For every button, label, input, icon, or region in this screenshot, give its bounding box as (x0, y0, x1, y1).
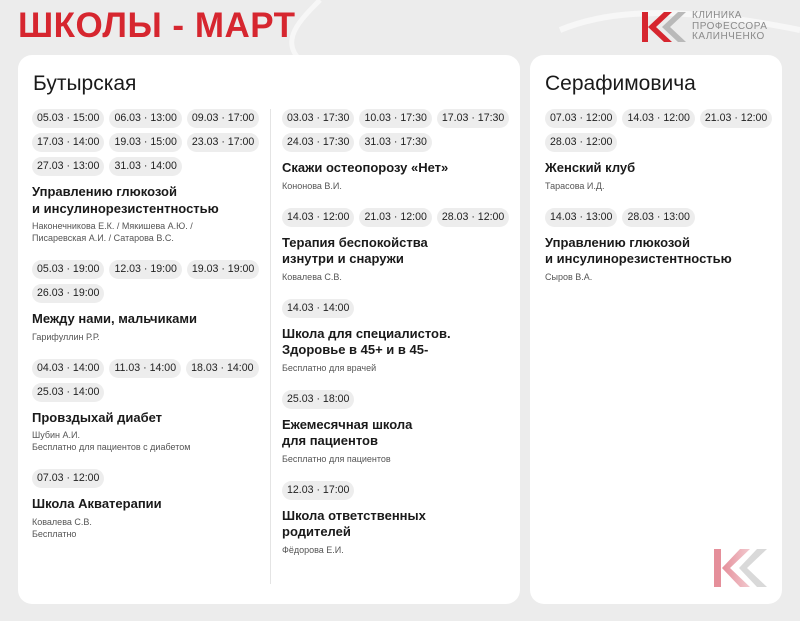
school-detail-line: Бесплатно (32, 528, 77, 539)
location-card-serafimovicha (530, 55, 782, 604)
date-chip: 05.03 · 15:00 (32, 109, 104, 128)
school-session (282, 208, 512, 283)
school-name (32, 410, 264, 427)
date-chip: 24.03 · 17:30 (282, 133, 354, 152)
date-chip: 14.03 · 14:00 (282, 299, 354, 318)
school-detail-line: Наконечникова Е.К. / Мякишева А.Ю. / (32, 221, 193, 231)
school-name (545, 235, 775, 268)
school-detail-line: Шубин А.И. (32, 430, 80, 440)
school-name-line: родителей (282, 524, 351, 539)
school-detail-line: Сыров В.А. (545, 271, 593, 282)
date-chip: 14.03 · 12:00 (282, 208, 354, 227)
school-session (545, 109, 775, 192)
school-detail-line: Гарифуллин Р.Р. (32, 331, 100, 342)
school-detail-line: Бесплатно для пациентов (282, 453, 391, 464)
school-name-line: Школа Акватерапии (32, 496, 162, 511)
clinic-logo (640, 10, 767, 44)
date-chip-list (545, 109, 775, 152)
school-session (282, 299, 512, 374)
date-chip: 25.03 · 18:00 (282, 390, 354, 409)
date-chip: 19.03 · 15:00 (109, 133, 181, 152)
school-name-line: Управлению глюкозой (32, 184, 177, 199)
school-name-line: Школа для специалистов. (282, 325, 451, 341)
date-chip: 10.03 · 17:30 (359, 109, 431, 128)
date-chip-list (32, 260, 264, 303)
school-name-line: Женский клуб (545, 160, 636, 175)
school-detail-line: Бесплатно для врачей (282, 362, 377, 373)
school-name (282, 508, 512, 541)
school-detail-line: Фёдорова Е.И. (282, 544, 344, 555)
date-chip-list (282, 208, 512, 227)
schedule-column (282, 109, 512, 572)
school-name (32, 311, 264, 328)
school-details (32, 429, 264, 453)
school-details (282, 544, 512, 556)
school-detail-line: Ковалева С.В. (32, 516, 92, 527)
logo-line: КАЛИНЧЕНКО (692, 31, 765, 43)
school-session (32, 469, 264, 540)
date-chip: 05.03 · 19:00 (32, 260, 104, 279)
date-chip: 25.03 · 14:00 (32, 383, 104, 402)
date-chip-list (282, 390, 512, 409)
school-details (32, 331, 264, 343)
school-details (282, 453, 512, 465)
school-name-line: Провздыхай диабет (32, 409, 163, 425)
school-name (282, 235, 512, 268)
date-chip-list (32, 469, 264, 488)
date-chip: 26.03 · 19:00 (32, 284, 104, 303)
date-chip: 23.03 · 17:00 (187, 133, 259, 152)
school-name-line: Управлению глюкозой (545, 234, 690, 250)
date-chip-list (32, 109, 264, 176)
date-chip: 09.03 · 17:00 (187, 109, 259, 128)
date-chip-list (282, 299, 512, 318)
school-name (282, 417, 512, 450)
school-detail-line: Кононова В.И. (282, 180, 342, 191)
date-chip: 12.03 · 19:00 (109, 260, 181, 279)
school-details (545, 271, 775, 283)
logo-line: КЛИНИКА (692, 10, 742, 22)
schedule-column (32, 109, 264, 556)
school-name-line: Терапия беспокойства (282, 234, 428, 250)
school-session (282, 481, 512, 556)
school-detail-line: Бесплатно для пациентов с диабетом (32, 442, 191, 452)
school-name-line: Между нами, мальчиками (32, 311, 197, 326)
date-chip: 12.03 · 17:00 (282, 481, 354, 500)
school-session (32, 260, 264, 343)
date-chip: 28.03 · 12:00 (437, 208, 509, 227)
date-chip: 18.03 · 14:00 (186, 359, 258, 378)
school-detail-line: Ковалева С.В. (282, 271, 342, 282)
school-details (32, 220, 264, 244)
school-name-line: и инсулинорезистентностью (545, 251, 732, 266)
date-chip: 21.03 · 12:00 (359, 208, 431, 227)
date-chip: 28.03 · 13:00 (622, 208, 694, 227)
school-details (282, 362, 512, 374)
date-chip: 06.03 · 13:00 (109, 109, 181, 128)
school-name (32, 496, 264, 513)
logo-line: ПРОФЕССОРА (692, 20, 768, 32)
date-chip-list (282, 109, 512, 152)
date-chip: 31.03 · 17:30 (359, 133, 431, 152)
date-chip-list (545, 208, 775, 227)
school-name (282, 326, 512, 359)
date-chip: 14.03 · 13:00 (545, 208, 617, 227)
school-details (32, 516, 264, 540)
page-title: ШКОЛЫ - МАРТ (18, 6, 296, 45)
date-chip: 14.03 · 12:00 (622, 109, 694, 128)
date-chip: 17.03 · 17:30 (437, 109, 509, 128)
date-chip: 28.03 · 12:00 (545, 133, 617, 152)
school-session (32, 109, 264, 244)
location-card-butyrskaya (18, 55, 520, 604)
location-title: Бутырская (33, 72, 137, 95)
school-name-line: изнутри и снаружи (282, 251, 404, 266)
date-chip: 21.03 · 12:00 (700, 109, 772, 128)
school-details (282, 180, 512, 192)
date-chip-list (282, 481, 512, 500)
school-name-line: Здоровье в 45+ и в 45- (282, 342, 429, 357)
school-name-line: для пациентов (282, 433, 378, 448)
school-session (282, 109, 512, 192)
school-name-line: и инсулинорезистентностью (32, 200, 219, 216)
date-chip-list (32, 359, 264, 402)
school-detail-line: Писаревская А.И. / Сатарова В.С. (32, 233, 174, 243)
school-name-line: Ежемесячная школа (282, 416, 413, 432)
date-chip: 31.03 · 14:00 (109, 157, 181, 176)
date-chip: 03.03 · 17:30 (282, 109, 354, 128)
school-name (282, 160, 512, 177)
clinic-logo-icon (640, 10, 686, 44)
school-name-line: Скажи остеопорозу «Нет» (282, 160, 449, 175)
school-name-line: Школа ответственных (282, 507, 426, 523)
school-session (32, 359, 264, 454)
date-chip: 04.03 · 14:00 (32, 359, 104, 378)
date-chip: 19.03 · 19:00 (187, 260, 259, 279)
school-session (545, 208, 775, 283)
clinic-logo-mark-icon (712, 547, 768, 589)
school-session (282, 390, 512, 465)
location-title: Серафимовича (545, 72, 696, 95)
clinic-logo-text (692, 11, 767, 43)
school-detail-line: Тарасова И.Д. (545, 180, 605, 191)
school-details (545, 180, 775, 192)
date-chip: 17.03 · 14:00 (32, 133, 104, 152)
schedule-column (545, 109, 775, 299)
school-name (545, 160, 775, 177)
date-chip: 11.03 · 14:00 (109, 359, 181, 378)
date-chip: 27.03 · 13:00 (32, 157, 104, 176)
date-chip: 07.03 · 12:00 (32, 469, 104, 488)
date-chip: 07.03 · 12:00 (545, 109, 617, 128)
school-details (282, 271, 512, 283)
school-name (32, 184, 264, 217)
column-divider (270, 109, 271, 584)
